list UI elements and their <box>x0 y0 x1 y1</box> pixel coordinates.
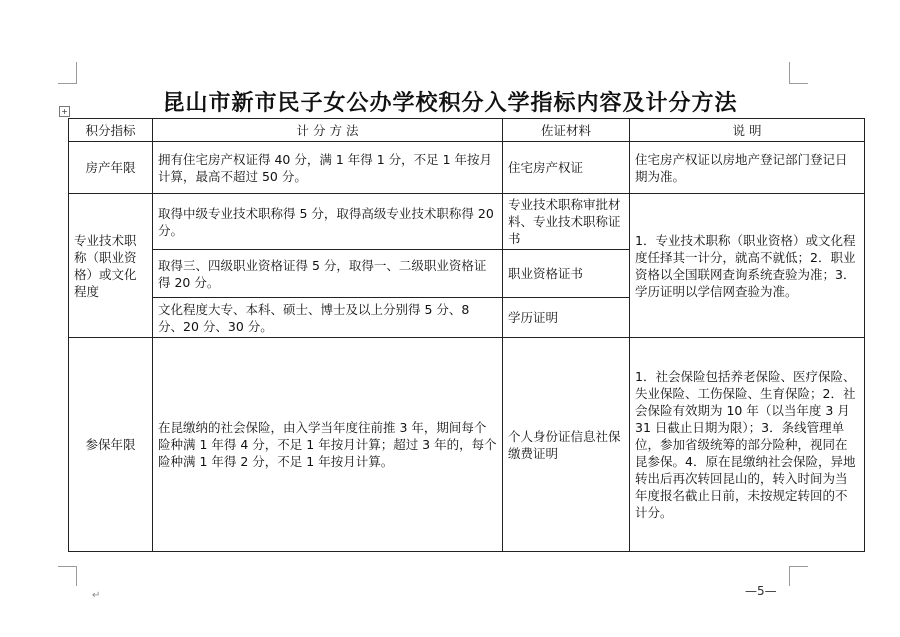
crop-mark-bottom-left-v <box>76 566 77 586</box>
header-evidence: 佐证材料 <box>503 119 630 142</box>
crop-mark-top-left-h <box>58 83 77 84</box>
crop-mark-top-left-v <box>76 62 77 84</box>
evidence-insurance: 个人身份证信息社保缴费证明 <box>503 338 630 552</box>
method-skill-2: 取得三、四级职业资格证得 5 分，取得一、二级职业资格证得 20 分。 <box>153 250 503 298</box>
method-skill-1: 取得中级专业技术职称得 5 分，取得高级专业技术职称得 20 分。 <box>153 194 503 250</box>
note-insurance: 1．社会保险包括养老保险、医疗保险、失业保险、工伤保险、生育保险；2．社会保险有效期为 10 年（以当年度 3 月 31 日截止日期为限）；3．条线管理单位，参加省级统筹的部分险种，视同在昆参保。4．原在昆缴纳社会保险，异地转出后再次转回昆山的，转入时间为当年度报名截止日前，未按规定转回的不计分。 <box>630 338 865 552</box>
points-table <box>68 118 865 552</box>
indicator-insurance: 参保年限 <box>69 338 153 552</box>
table-row-housing <box>69 142 865 194</box>
page-number: —5— <box>745 584 777 598</box>
crop-mark-bottom-right-h <box>789 566 808 567</box>
evidence-housing: 住宅房产权证 <box>503 142 630 194</box>
crop-mark-top-right-h <box>789 83 808 84</box>
evidence-skill-3: 学历证明 <box>503 298 630 338</box>
table-row-insurance <box>69 338 865 552</box>
header-note: 说 明 <box>630 119 865 142</box>
paragraph-mark-icon: ↵ <box>92 590 101 601</box>
evidence-skill-1: 专业技术职称审批材料、专业技术职称证书 <box>503 194 630 250</box>
crop-mark-bottom-left-h <box>58 566 77 567</box>
document-title: 昆山市新市民子女公办学校积分入学指标内容及计分方法 <box>162 90 738 116</box>
header-indicator: 积分指标 <box>69 119 153 142</box>
crop-mark-top-right-v <box>789 62 790 84</box>
note-skill: 1．专业技术职称（职业资格）或文化程度任择其一计分，就高不就低；2．职业资格以全国联网查询系统查验为准；3．学历证明以学信网查验为准。 <box>630 194 865 338</box>
header-method: 计 分 方 法 <box>153 119 503 142</box>
crop-mark-bottom-right-v <box>789 566 790 586</box>
method-skill-3: 文化程度大专、本科、硕士、博士及以上分别得 5 分、8 分、20 分、30 分。 <box>153 298 503 338</box>
table-header-row <box>69 119 865 142</box>
method-housing: 拥有住宅房产权证得 40 分，满 1 年得 1 分，不足 1 年按月计算，最高不超过 50 分。 <box>153 142 503 194</box>
evidence-skill-2: 职业资格证书 <box>503 250 630 298</box>
note-housing: 住宅房产权证以房地产登记部门登记日期为准。 <box>630 142 865 194</box>
method-insurance: 在昆缴纳的社会保险，由入学当年度往前推 3 年，期间每个险种满 1 年得 4 分，不足 1 年按月计算；超过 3 年的，每个险种满 1 年得 2 分，不足 1 年按月计算。 <box>153 338 503 552</box>
indicator-skill: 专业技术职称（职业资格）或文化程度 <box>69 194 153 338</box>
table-move-handle-icon[interactable]: + <box>59 106 70 117</box>
indicator-housing: 房产年限 <box>69 142 153 194</box>
table-row-skill-1 <box>69 194 865 250</box>
